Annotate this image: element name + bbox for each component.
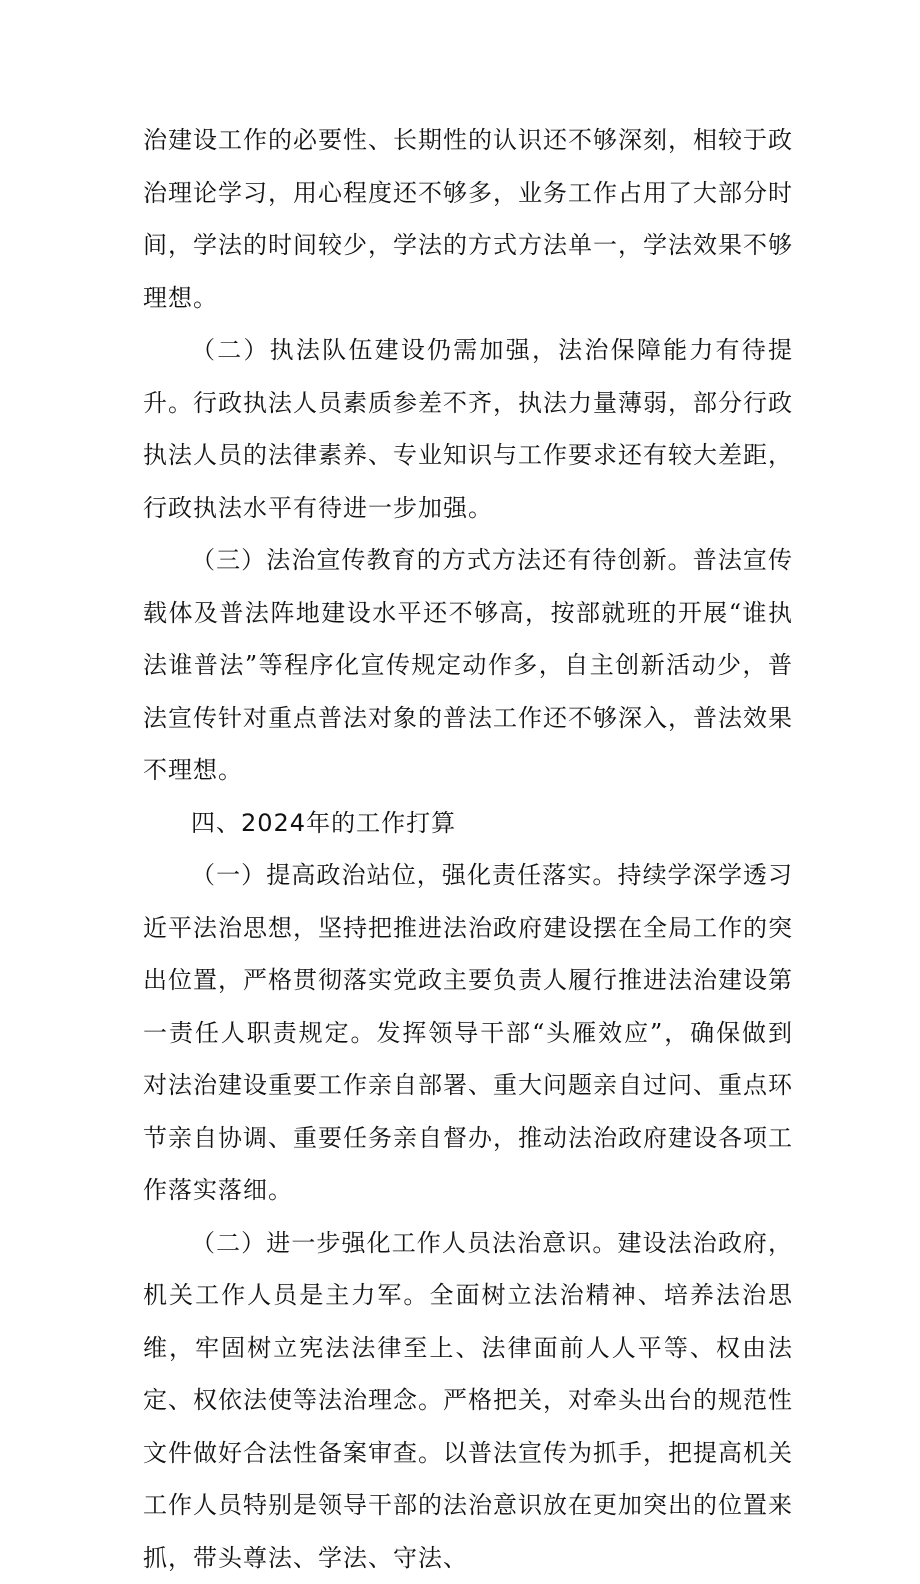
- section-heading-2024-plan: 四、2024年的工作打算: [143, 797, 793, 850]
- document-body: [143, 114, 793, 1584]
- paragraph-legal-publicity: （三）法治宣传教育的方式方法还有待创新。普法宣传载体及普法阵地建设水平还不够高，按部就班的开展“谁执法谁普法”等程序化宣传规定动作多，自主创新活动少，普法宣传针对重点普法对象的普法工作还不够深入，普法效果不理想。: [143, 534, 793, 797]
- paragraph-enforcement-team: （二）执法队伍建设仍需加强，法治保障能力有待提升。行政执法人员素质参差不齐，执法力量薄弱，部分行政执法人员的法律素养、专业知识与工作要求还有较大差距，行政执法水平有待进一步加强。: [143, 324, 793, 534]
- paragraph-continuation: 治建设工作的必要性、长期性的认识还不够深刻，相较于政治理论学习，用心程度还不够多，业务工作占用了大部分时间，学法的时间较少，学法的方式方法单一，学法效果不够理想。: [143, 114, 793, 324]
- paragraph-political-stance: （一）提高政治站位，强化责任落实。持续学深学透习近平法治思想，坚持把推进法治政府建设摆在全局工作的突出位置，严格贯彻落实党政主要负责人履行推进法治建设第一责任人职责规定。发挥领导干部“头雁效应”，确保做到对法治建设重要工作亲自部署、重大问题亲自过问、重点环节亲自协调、重要任务亲自督办，推动法治政府建设各项工作落实落细。: [143, 849, 793, 1217]
- paragraph-legal-awareness: （二）进一步强化工作人员法治意识。建设法治政府，机关工作人员是主力军。全面树立法治精神、培养法治思维，牢固树立宪法法律至上、法律面前人人平等、权由法定、权依法使等法治理念。严格把关，对牵头出台的规范性文件做好合法性备案审查。以普法宣传为抓手，把提高机关工作人员特别是领导干部的法治意识放在更加突出的位置来抓，带头尊法、学法、守法、: [143, 1217, 793, 1584]
